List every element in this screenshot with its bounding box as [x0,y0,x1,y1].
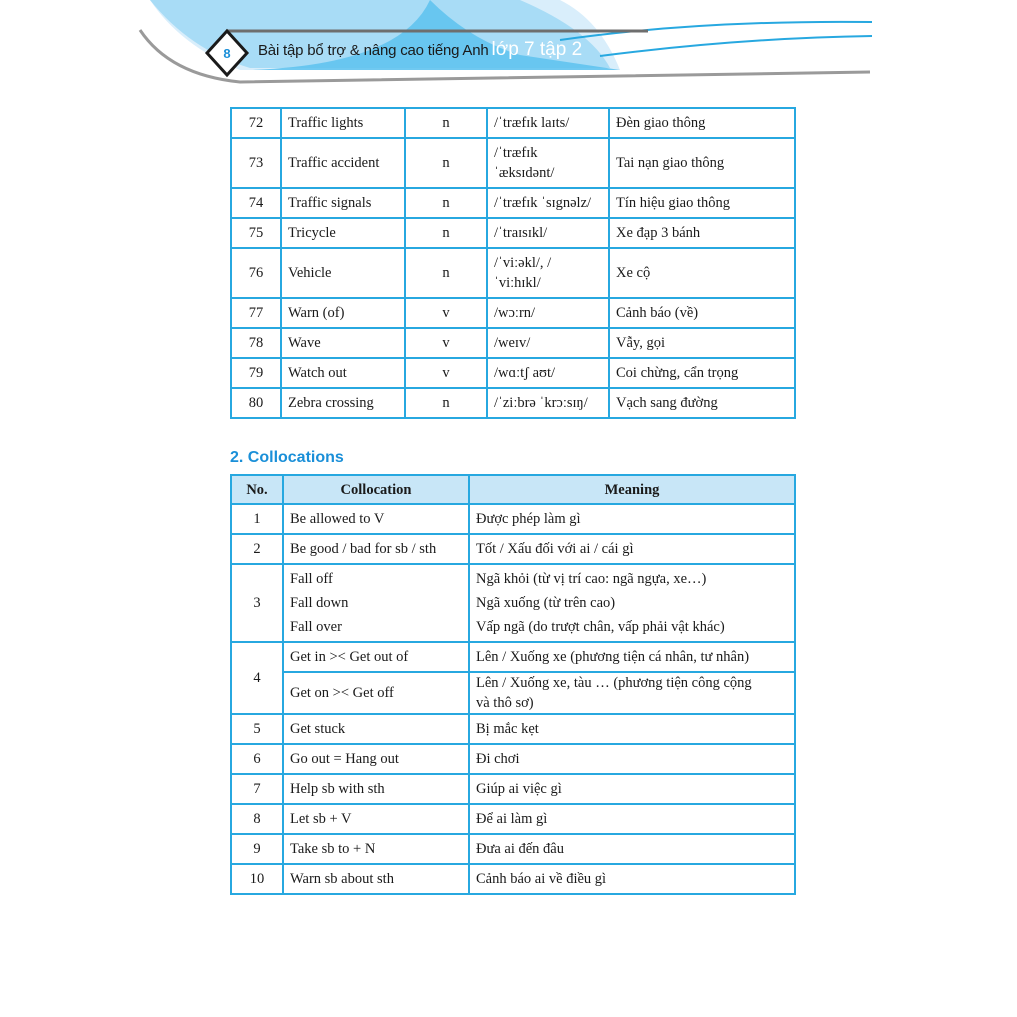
vocab-meaning: Xe đạp 3 bánh [609,218,795,248]
collocation-row [231,804,795,834]
vocab-part-of-speech: v [405,298,487,328]
vocab-word: Zebra crossing [281,388,405,418]
vocab-meaning: Tai nạn giao thông [609,138,795,188]
collocation-number: 1 [231,504,283,534]
collocation-line: Go out = Hang out [290,751,399,767]
pronunciation-line: /ˈtræfɪk laɪts/ [494,115,570,131]
pronunciation-line: /wɔːrn/ [494,305,536,321]
pronunciation-line: /ˈtræfɪk [494,145,538,161]
collocation-line: Get on >< Get off [290,685,394,701]
collocation-table [230,474,796,895]
collocation-phrase [283,564,469,642]
vocab-word: Wave [281,328,405,358]
vocab-part-of-speech: n [405,138,487,188]
collocation-line: Be good / bad for sb / sth [290,541,437,557]
vocab-word: Warn (of) [281,298,405,328]
collocation-line: Fall over [290,619,342,635]
meaning-line: Tốt / Xấu đối với ai / cái gì [476,541,634,557]
collocation-phrase [283,744,469,774]
collocation-row [231,534,795,564]
vocab-row [231,108,795,138]
vocab-number: 76 [231,248,281,298]
vocab-part-of-speech: v [405,328,487,358]
vocab-meaning: Coi chừng, cẩn trọng [609,358,795,388]
vocab-meaning: Cảnh báo (về) [609,298,795,328]
collocation-meaning [469,744,795,774]
pronunciation-line: /ˈtraɪsɪkl/ [494,225,548,241]
collocation-header-row [231,475,795,504]
vocab-word: Traffic accident [281,138,405,188]
collocation-number: 7 [231,774,283,804]
collocation-line: Fall down [290,595,349,611]
vocabulary-table-body [231,108,795,418]
collocation-phrase [283,642,469,672]
meaning-line: Để ai làm gì [476,811,548,827]
vocab-pronunciation [487,388,609,418]
collocation-meaning [469,672,795,714]
collocation-meaning [469,642,795,672]
pronunciation-line: /ˈtræfɪk ˈsɪgnəlz/ [494,195,592,211]
collocation-meaning [469,774,795,804]
book-title-accent: lớp 7 tập 2 [491,39,583,60]
vocab-meaning: Đèn giao thông [609,108,795,138]
vocab-meaning: Xe cộ [609,248,795,298]
pronunciation-line: /ˈziːbrə ˈkrɔːsɪŋ/ [494,395,588,411]
collocation-line: Let sb + V [290,811,352,827]
vocab-number: 73 [231,138,281,188]
vocab-pronunciation [487,108,609,138]
vocab-number: 78 [231,328,281,358]
vocab-pronunciation [487,248,609,298]
header-collocation: Collocation [283,475,469,504]
meaning-line: Đưa ai đến đâu [476,841,564,857]
collocation-line: Get in >< Get out of [290,649,409,665]
collocation-meaning [469,864,795,894]
collocation-phrase [283,864,469,894]
collocation-table-body [231,504,795,894]
meaning-line: Ngã khỏi (từ vị trí cao: ngã ngựa, xe…) [476,571,707,587]
collocation-meaning [469,804,795,834]
collocation-number: 8 [231,804,283,834]
vocab-number: 77 [231,298,281,328]
section-title-collocations: 2. Collocations [230,449,344,466]
vocab-meaning: Tín hiệu giao thông [609,188,795,218]
meaning-line: Vấp ngã (do trượt chân, vấp phải vật khác) [476,619,725,635]
meaning-line: Được phép làm gì [476,511,581,527]
collocation-phrase [283,714,469,744]
vocab-part-of-speech: n [405,248,487,298]
vocab-row [231,388,795,418]
collocation-phrase [283,774,469,804]
meaning-line: và thô sơ) [476,695,534,711]
vocab-row [231,138,795,188]
page-number: 8 [223,45,231,61]
vocab-pronunciation [487,358,609,388]
vocabulary-table [230,107,796,419]
vocab-row [231,248,795,298]
collocation-phrase [283,672,469,714]
vocab-number: 75 [231,218,281,248]
collocation-line: Help sb with sth [290,781,385,797]
vocab-part-of-speech: n [405,388,487,418]
collocation-line: Take sb to + N [290,841,376,857]
collocation-phrase [283,834,469,864]
book-title [258,37,582,64]
collocation-number: 4 [231,642,283,714]
meaning-line: Cảnh báo ai về điều gì [476,871,607,887]
collocation-row [231,714,795,744]
vocab-part-of-speech: n [405,218,487,248]
vocab-part-of-speech: n [405,188,487,218]
header-meaning: Meaning [469,475,795,504]
vocab-part-of-speech: v [405,358,487,388]
collocation-number: 5 [231,714,283,744]
collocation-number: 2 [231,534,283,564]
collocation-row [231,642,795,672]
vocab-pronunciation [487,328,609,358]
vocab-pronunciation [487,218,609,248]
collocation-row [231,672,795,714]
vocab-pronunciation [487,298,609,328]
collocation-row [231,834,795,864]
collocation-meaning [469,834,795,864]
collocation-line: Warn sb about sth [290,871,394,887]
vocab-row [231,328,795,358]
collocation-meaning [469,714,795,744]
collocation-row [231,744,795,774]
vocab-row [231,188,795,218]
collocation-number: 10 [231,864,283,894]
book-title-main: Bài tập bổ trợ & nâng cao tiếng Anh [258,42,489,59]
meaning-line: Bị mắc kẹt [476,721,539,737]
collocation-phrase [283,804,469,834]
vocab-row [231,298,795,328]
collocation-row [231,504,795,534]
vocab-word: Vehicle [281,248,405,298]
collocation-number: 9 [231,834,283,864]
collocation-phrase [283,534,469,564]
vocab-number: 80 [231,388,281,418]
pronunciation-line: /ˈviːəkl/, / [494,255,552,271]
pronunciation-line: ˈæksɪdənt/ [494,165,555,181]
vocab-meaning: Vẫy, gọi [609,328,795,358]
meaning-line: Giúp ai việc gì [476,781,562,797]
vocab-number: 74 [231,188,281,218]
collocation-phrase [283,504,469,534]
vocab-row [231,218,795,248]
vocab-number: 79 [231,358,281,388]
vocab-pronunciation [487,188,609,218]
vocab-meaning: Vạch sang đường [609,388,795,418]
collocation-meaning [469,564,795,642]
vocab-number: 72 [231,108,281,138]
vocab-pronunciation [487,138,609,188]
meaning-line: Lên / Xuống xe (phương tiện cá nhân, tư nhân) [476,649,750,665]
meaning-line: Lên / Xuống xe, tàu … (phương tiện công cộng [476,675,752,691]
collocation-number: 3 [231,564,283,642]
collocation-line: Fall off [290,571,333,587]
collocation-meaning [469,534,795,564]
pronunciation-line: ˈviːhɪkl/ [494,275,541,291]
meaning-line: Ngã xuống (từ trên cao) [476,595,616,611]
vocab-word: Traffic lights [281,108,405,138]
collocation-row [231,564,795,642]
vocab-part-of-speech: n [405,108,487,138]
pronunciation-line: /weɪv/ [494,335,531,351]
vocab-row [231,358,795,388]
collocation-number: 6 [231,744,283,774]
collocation-row [231,774,795,804]
vocab-word: Watch out [281,358,405,388]
header-no: No. [231,475,283,504]
vocab-word: Traffic signals [281,188,405,218]
meaning-line: Đi chơi [476,751,520,767]
collocation-line: Get stuck [290,721,346,737]
collocation-meaning [469,504,795,534]
collocation-line: Be allowed to V [290,511,385,527]
collocation-row [231,864,795,894]
pronunciation-line: /wɑːtʃ aʊt/ [494,365,556,381]
vocab-word: Tricycle [281,218,405,248]
